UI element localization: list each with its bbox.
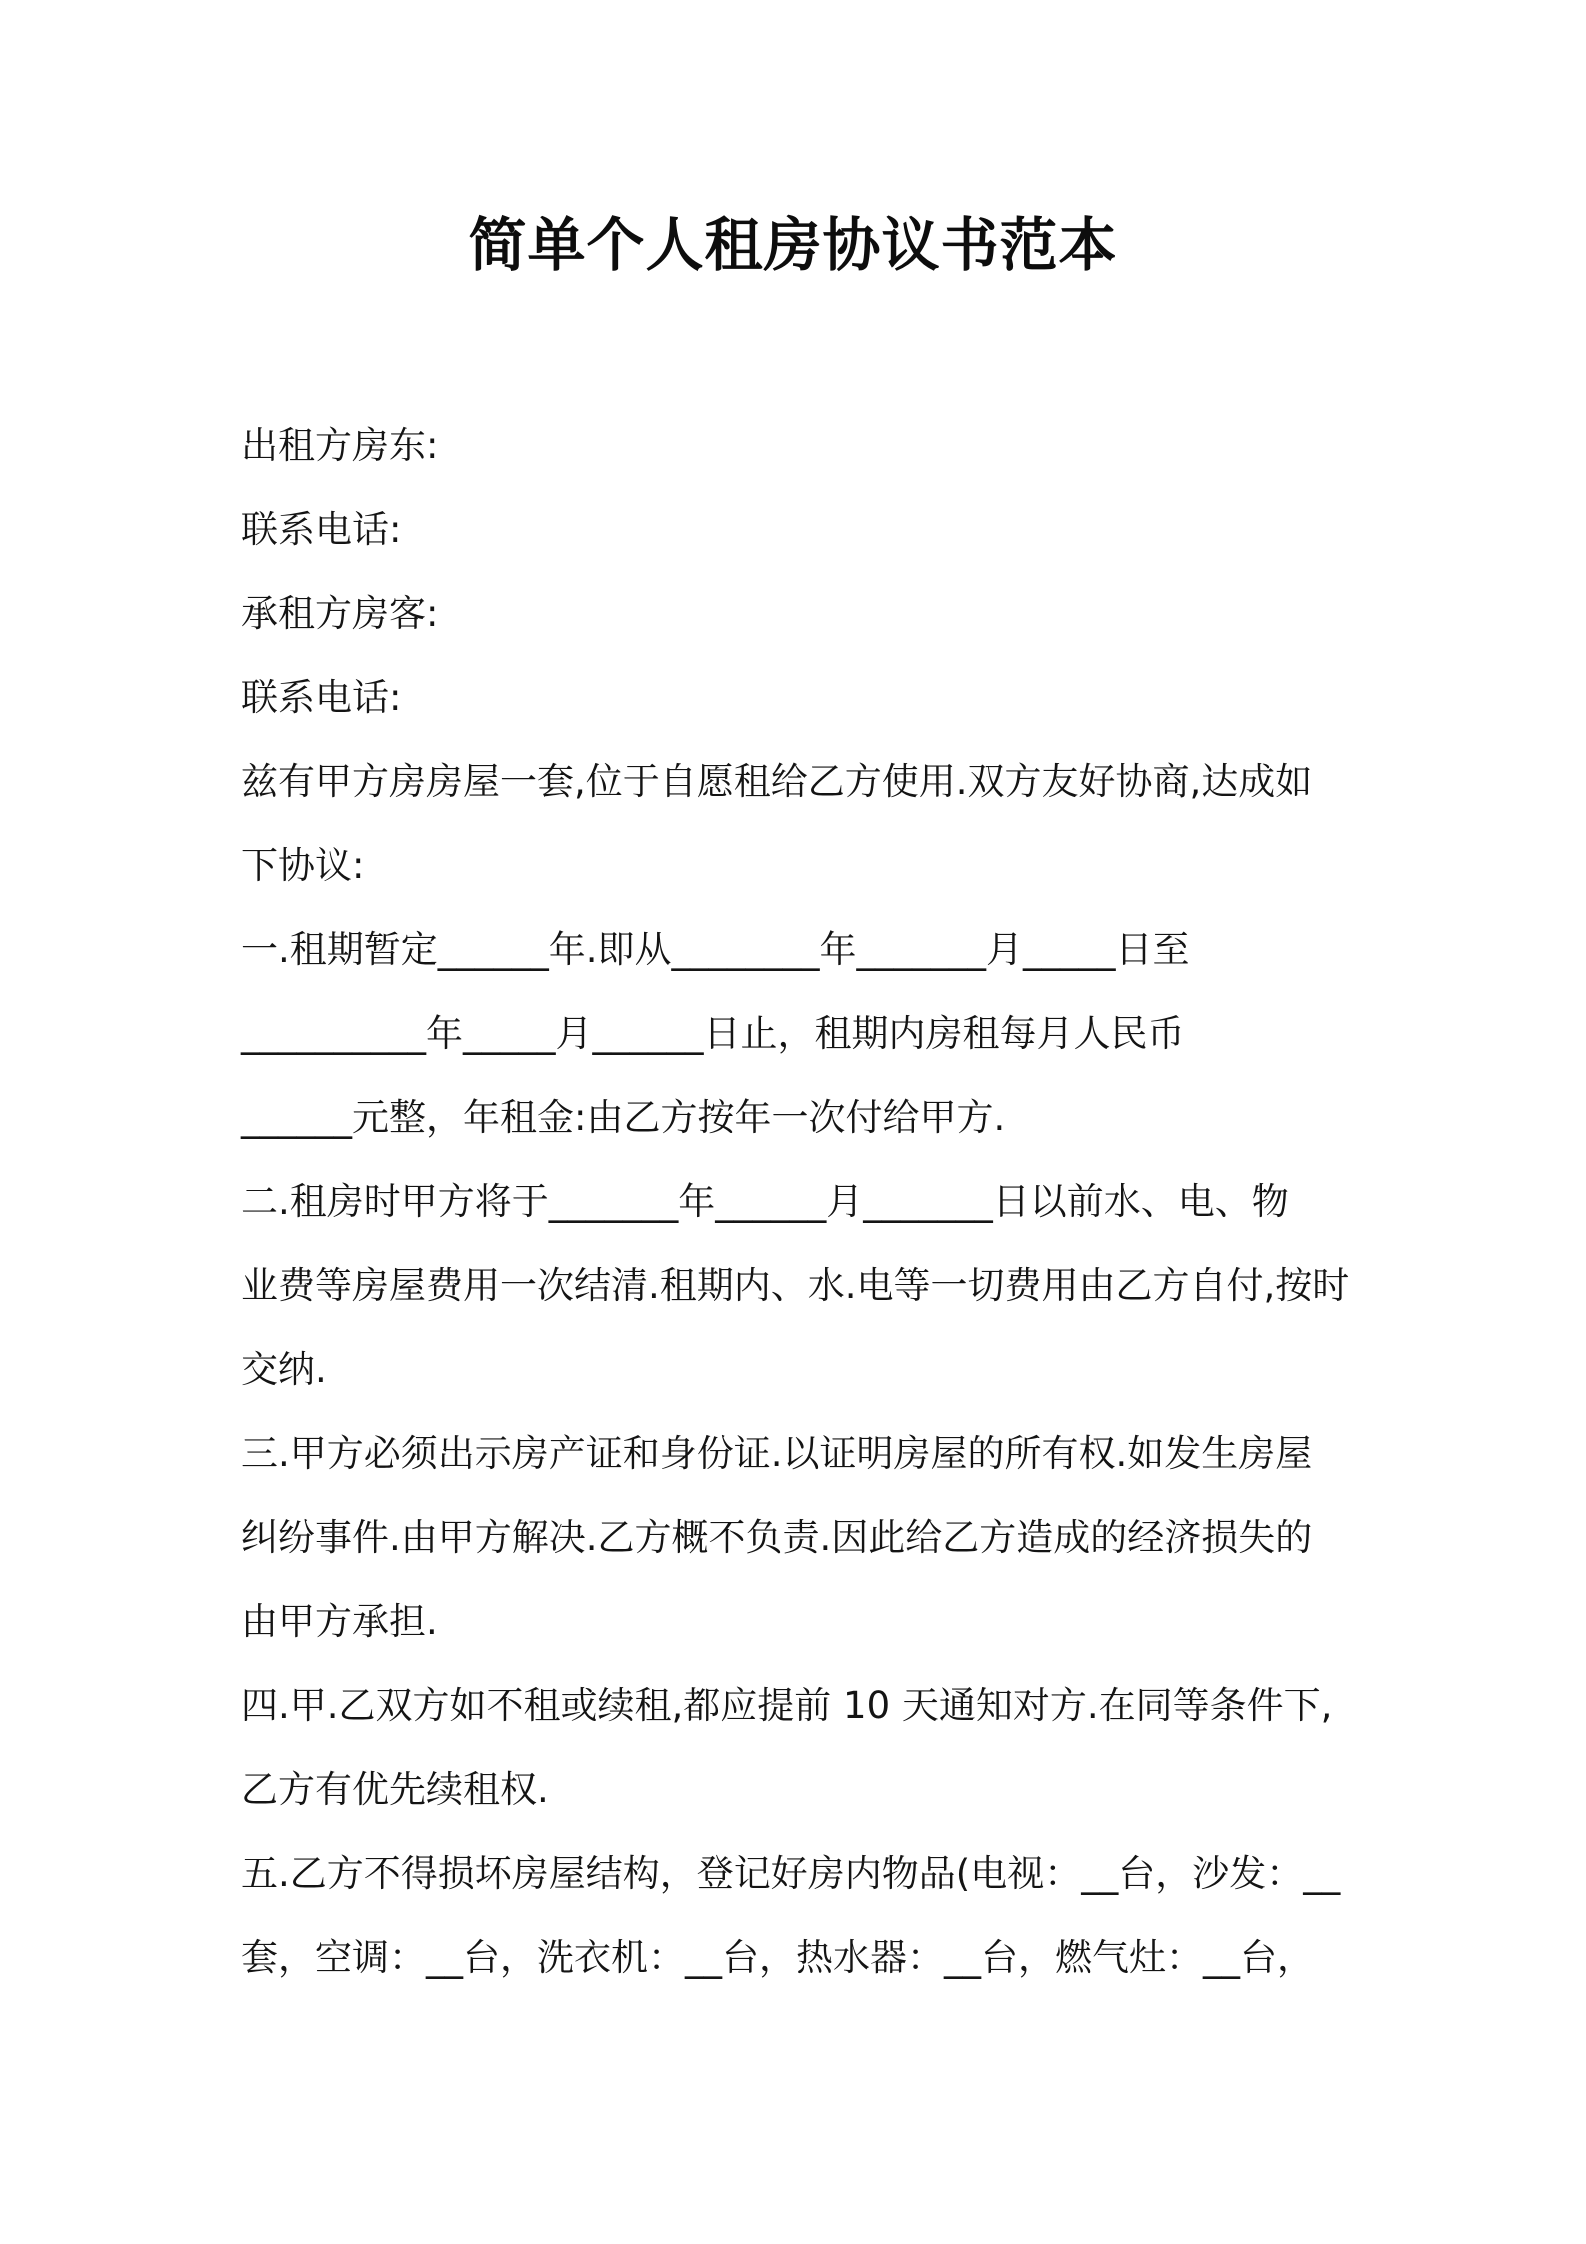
text-line: 四.甲.乙双方如不租或续租,都应提前 10 天通知对方.在同等条件下, — [241, 1684, 1333, 1727]
text-line: ______元整，年租金:由乙方按年一次付给甲方. — [241, 1096, 1006, 1139]
text-line: 乙方有优先续租权. — [241, 1768, 549, 1811]
text-line: 二.租房时甲方将于_______年______月_______日以前水、电、物 — [241, 1180, 1289, 1223]
text-line: 套，空调：__台，洗衣机：__台，热水器：__台，燃气灶：__台， — [241, 1936, 1314, 1979]
text-line: 承租方房客: — [241, 592, 439, 635]
text-line: 下协议: — [241, 844, 365, 887]
document-body — [241, 404, 1361, 2000]
text-line: 联系电话: — [241, 508, 402, 551]
text-line: 联系电话: — [241, 676, 402, 719]
text-line: 三.甲方必须出示房产证和身份证.以证明房屋的所有权.如发生房屋 — [241, 1432, 1313, 1475]
text-line: 业费等房屋费用一次结清.租期内、水.电等一切费用由乙方自付,按时 — [241, 1264, 1350, 1307]
text-line: 兹有甲方房房屋一套,位于自愿租给乙方使用.双方友好协商,达成如 — [241, 760, 1313, 803]
text-line: 一.租期暂定______年.即从________年_______月_____日至 — [241, 928, 1190, 971]
text-line: 纠纷事件.由甲方解决.乙方概不负责.因此给乙方造成的经济损失的 — [241, 1516, 1313, 1559]
document-title: 简单个人租房协议书范本 — [468, 211, 1118, 279]
text-line: 交纳. — [241, 1348, 327, 1391]
text-line: 出租方房东: — [241, 424, 439, 467]
text-line: 五.乙方不得损坏房屋结构，登记好房内物品(电视：__台，沙发：__ — [241, 1852, 1341, 1895]
text-line: 由甲方承担. — [241, 1600, 438, 1643]
text-line: __________年_____月______日止，租期内房租每月人民币 — [241, 1012, 1185, 1055]
